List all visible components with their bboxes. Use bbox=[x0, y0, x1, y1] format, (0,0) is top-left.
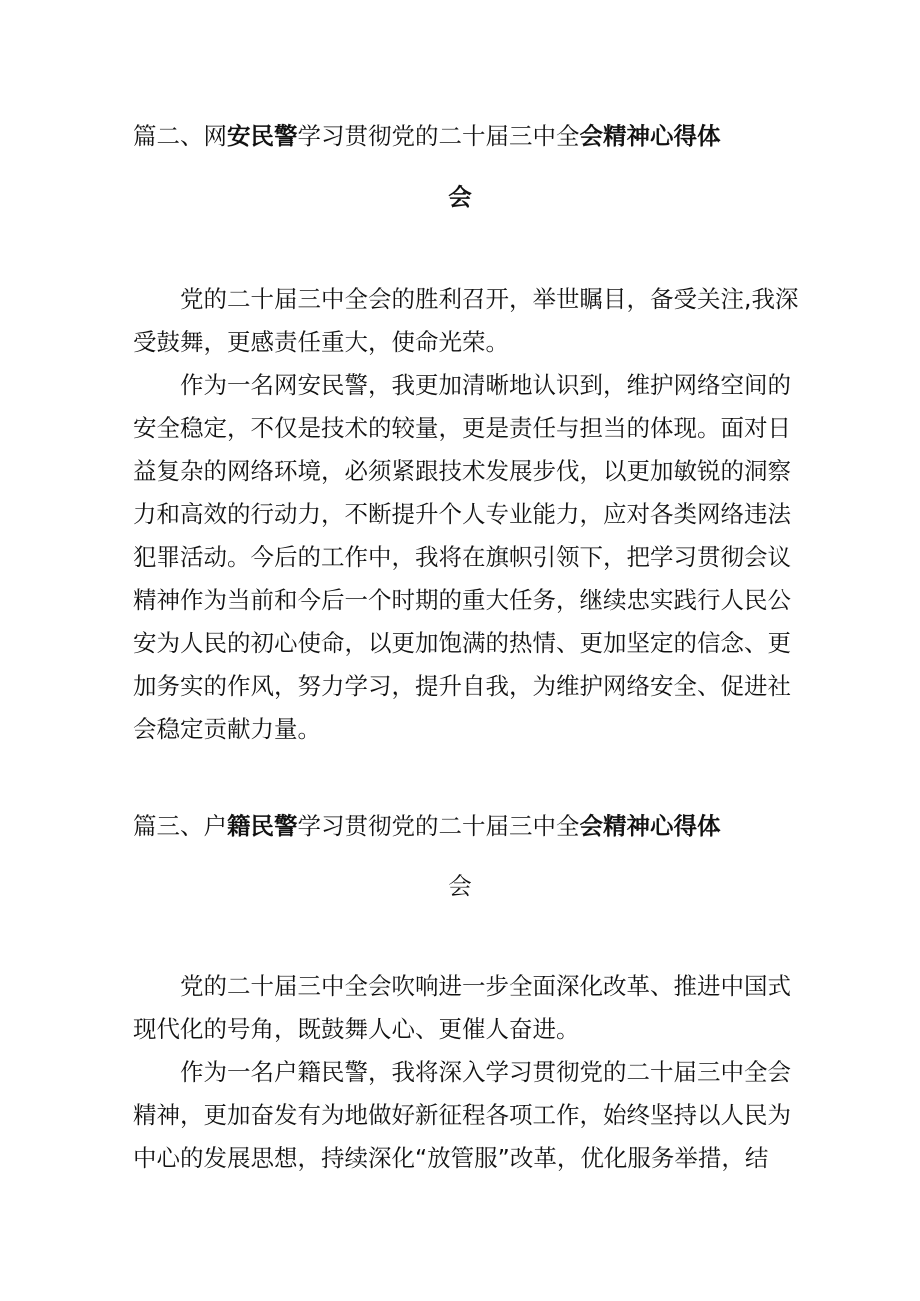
section3-heading-bold2: 会精神心得体 bbox=[579, 812, 721, 840]
section3-line-1: 党的二十届三中全会吹响进一步全面深化改革、推进中国式 bbox=[180, 972, 791, 1000]
section2-line-10: 加务实的作风，努力学习，提升自我，为维护网络安全、促进社 bbox=[133, 672, 791, 700]
section2-heading-bold2: 会精神心得体 bbox=[579, 122, 721, 150]
section3-line-2: 现代化的号角，既鼓舞人心、更催人奋进。 bbox=[133, 1015, 580, 1043]
section3-line-5: 中心的发展思想，持续深化“放管服”改革，优化服务举措，结 bbox=[133, 1144, 769, 1172]
section2-line-2: 受鼓舞，更感责任重大，使命光荣。 bbox=[133, 328, 509, 356]
section2-line-6: 力和高效的行动力，不断提升个人专业能力，应对各类网络违法 bbox=[133, 500, 791, 528]
section2-line-5: 益复杂的网络环境，必须紧跟技术发展步伐，以更加敏锐的洞察 bbox=[133, 457, 791, 485]
section2-line-9: 安为人民的初心使命，以更加饱满的热情、更加坚定的信念、更 bbox=[133, 629, 791, 657]
section2-line-7: 犯罪活动。今后的工作中，我将在旗帜引领下，把学习贯彻会议 bbox=[133, 543, 791, 571]
section2-heading-bold1: 安民警 bbox=[227, 122, 298, 150]
section3-heading-prefix: 篇三、户 bbox=[133, 812, 227, 840]
section2-line-4: 安全稳定，不仅是技术的较量，更是责任与担当的体现。面对日 bbox=[133, 414, 791, 442]
section2-line-3: 作为一名网安民警，我更加清晰地认识到，维护网络空间的 bbox=[180, 371, 791, 399]
section3-heading-middle: 学习贯彻党的二十届三中全 bbox=[297, 812, 580, 840]
section2-heading-continuation: 会 bbox=[448, 183, 472, 211]
section3-line-3: 作为一名户籍民警，我将深入学习贯彻党的二十届三中全会 bbox=[180, 1058, 791, 1086]
section3-line-4: 精神，更加奋发有为地做好新征程各项工作，始终坚持以人民为 bbox=[133, 1101, 791, 1129]
section3-heading-continuation: 会 bbox=[448, 872, 472, 900]
section2-line-1: 党的二十届三中全会的胜利召开，举世瞩目，备受关注,我深 bbox=[180, 285, 799, 313]
section2-heading-prefix: 篇二、网 bbox=[133, 122, 227, 150]
section2-line-11: 会稳定贡献力量。 bbox=[133, 715, 321, 743]
section2-heading-middle: 学习贯彻党的二十届三中全 bbox=[297, 122, 580, 150]
section2-heading bbox=[133, 121, 721, 151]
section3-heading bbox=[133, 811, 721, 841]
section2-line-8: 精神作为当前和今后一个时期的重大任务，继续忠实践行人民公 bbox=[133, 586, 791, 614]
section3-heading-bold1: 籍民警 bbox=[227, 812, 298, 840]
